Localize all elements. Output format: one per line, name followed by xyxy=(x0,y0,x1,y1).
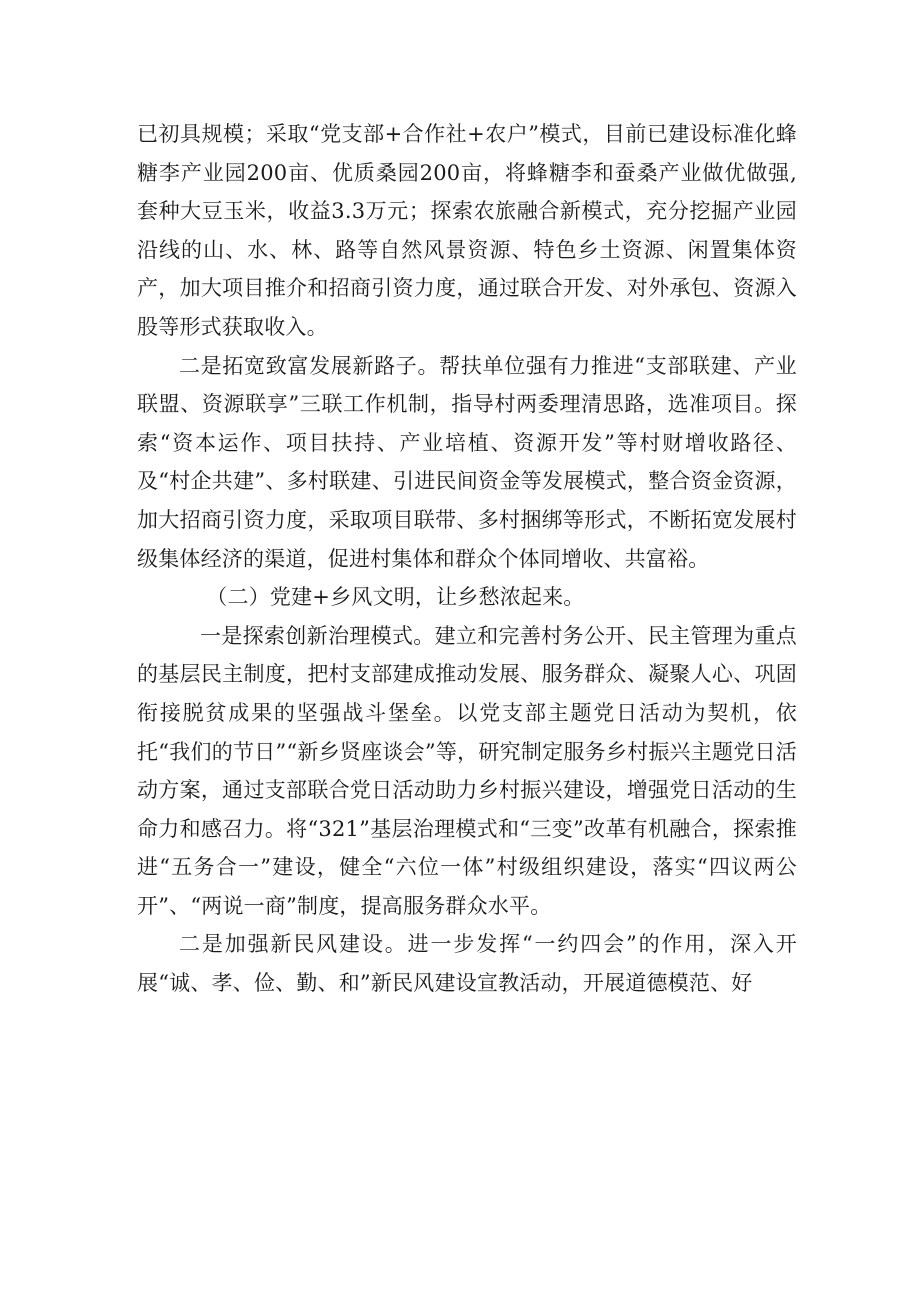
paragraph-continuation: 已初具规模；采取“党支部+合作社+农户”模式，目前已建设标准化蜂糖李产业园200亩、优质桑园200亩，将蜂糖李和蚕桑产业做优做强,套种大豆玉米，收益3.3万元；探索农旅融合新模式，充分挖掘产业园沿线的山、水、林、路等自然风景资源、特色乡土资源、闲置集体资产，加大项目推介和招商引资力度，通过联合开发、对外承包、资源入股等形式获取收入。 xyxy=(137,122,797,339)
paragraph-broaden-path: 二是拓宽致富发展新路子。帮扶单位强有力推进“支部联建、产业联盟、资源联享”三联工作机制，指导村两委理清思路，选准项目。探索“资本运作、项目扶持、产业培植、资源开发”等村财增收路径、及“村企共建”、多村联建、引进民间资金等发展模式，整合资金资源，加大招商引资力度，采取项目联带、多村捆绑等形式，不断拓宽发展村级集体经济的渠道，促进村集体和群众个体同增收、共富裕。 xyxy=(137,353,797,571)
section-heading: （二）党建+乡风文明，让乡愁浓起来。 xyxy=(206,585,585,610)
paragraph-new-customs: 二是加强新民风建设。进一步发挥“一约四会”的作用，深入开展“诚、孝、俭、勤、和”新民风建设宣教活动，开展道德模范、好 xyxy=(137,932,797,996)
paragraph-governance-model: 一是探索创新治理模式。建立和完善村务公开、民主管理为重点的基层民主制度，把村支部建成推动发展、服务群众、凝聚人心、巩固衔接脱贫成果的坚强战斗堡垒。以党支部主题党日活动为契机，依托“我们的节日”“新乡贤座谈会”等，研究制定服务乡村振兴主题党日活动方案，通过支部联合党日活动助力乡村振兴建设，增强党日活动的生命力和感召力。将“321”基层治理模式和“三变”改革有机融合，探索推进“五务合一”建设，健全“六位一体”村级组织建设，落实“四议两公开”、“两说一商”制度，提高服务群众水平。 xyxy=(137,623,797,918)
document-body xyxy=(137,115,797,1003)
